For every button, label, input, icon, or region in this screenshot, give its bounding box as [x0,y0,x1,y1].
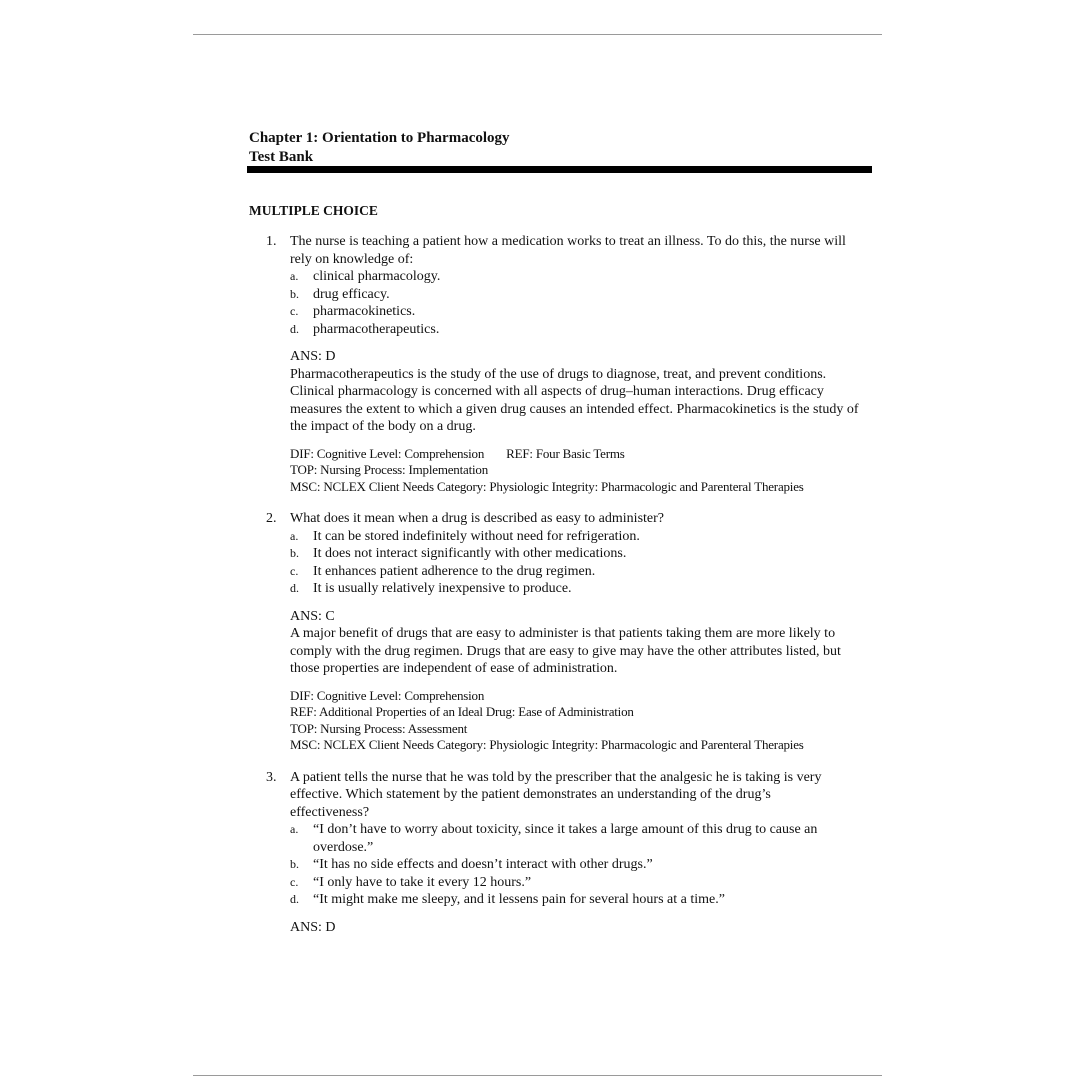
option-text: clinical pharmacology. [313,269,441,284]
option-letter: d. [290,321,299,336]
option-a [290,821,853,856]
option-d [290,580,853,598]
question-number: 2. [266,511,277,526]
meta-ref: REF: Four Basic Terms [506,445,625,461]
option-b [290,545,853,563]
chapter-title: Chapter 1: Orientation to Pharmacology [249,130,510,146]
section-title: MULTIPLE CHOICE [249,203,378,218]
option-text: It enhances patient adherence to the drug regimen. [313,563,596,579]
question-body [290,769,882,937]
option-c [290,874,853,892]
meta-dif: DIF: Cognitive Level: Comprehension [290,687,485,703]
question-number: 3. [266,769,277,785]
answer-key: ANS: C [290,608,335,624]
meta-msc: MSC: NCLEX Client Needs Category: Physiologic Integrity: Pharmacologic and Parenteral Therapies [290,478,804,494]
option-b [290,856,853,874]
answer-key: ANS: D [290,919,336,935]
question-stem: What does it mean when a drug is described as easy to administer? [290,511,664,526]
option-text: It is usually relatively inexpensive to produce. [313,581,572,596]
answer-block [290,348,882,436]
answer-rationale: Pharmacotherapeutics is the study of the use of drugs to diagnose, treat, and prevent conditions. Clinical pharmacology is concerned with all aspects of drug–human interactions. Drug efficacy measures the extent to which a given drug causes an intended effect. Pharmacokinetics is the study of the impact of the body on a drug. [290,366,859,434]
question-1 [262,233,882,495]
meta-msc: MSC: NCLEX Client Needs Category: Physiologic Integrity: Pharmacologic and Parenteral Therapies [290,737,804,752]
meta-top: TOP: Nursing Process: Implementation [290,462,489,477]
answer-key: ANS: D [290,349,336,364]
header-divider-bar [247,166,872,173]
option-letter: b. [290,286,299,301]
meta-top: TOP: Nursing Process: Assessment [290,720,468,736]
answer-rationale: A major benefit of drugs that are easy to administer is that patients taking them are more likely to comply with the drug regimen. Drugs that are easy to give may have the other attributes listed, but those properties are independent of ease of administration. [290,626,841,676]
option-letter: d. [290,581,299,595]
option-letter: c. [290,563,299,578]
question-2 [262,510,882,754]
option-text: It can be stored indefinitely without need for refrigeration. [313,528,640,544]
page-top-rule [193,34,882,35]
answer-block [290,919,882,937]
option-letter: b. [290,546,299,560]
option-text: pharmacokinetics. [313,304,416,319]
option-text: “It has no side effects and doesn’t interact with other drugs.” [313,857,653,872]
option-letter: c. [290,304,299,318]
chapter-header [249,129,872,167]
option-b [290,286,853,304]
option-d [290,891,853,909]
question-stem: The nurse is teaching a patient how a medication works to treat an illness. To do this, the nurse will rely on knowledge of: [290,234,846,267]
question-body [290,233,882,495]
question-stem: A patient tells the nurse that he was told by the prescriber that the analgesic he is taking is very effective. Which statement by the patient demonstrates an understanding of the drug’s effectiveness? [290,769,822,820]
option-list [290,528,882,598]
option-a [290,528,853,546]
question-3 [262,769,882,937]
option-a [290,268,853,286]
option-list [290,821,882,909]
option-text: It does not interact significantly with other medications. [313,546,627,561]
option-letter: a. [290,822,299,836]
option-text: “It might make me sleepy, and it lessens pain for several hours at a time.” [313,892,725,907]
option-letter: d. [290,892,299,906]
question-number: 1. [266,234,277,249]
option-letter: a. [290,528,299,543]
option-text: drug efficacy. [313,286,390,302]
meta-ref: REF: Additional Properties of an Ideal Drug: Ease of Administration [290,704,634,719]
question-list [262,233,882,936]
question-body [290,510,882,754]
option-text: pharmacotherapeutics. [313,321,440,337]
chapter-subtitle: Test Bank [249,149,314,165]
option-c [290,303,853,321]
answer-block [290,608,882,678]
question-metadata [290,688,882,754]
option-letter: a. [290,269,299,283]
option-letter: c. [290,874,299,889]
question-metadata [290,446,882,496]
meta-line-dif-ref [290,446,882,463]
option-c [290,563,853,581]
option-text: “I only have to take it every 12 hours.” [313,874,532,890]
option-d [290,321,853,339]
page-bottom-rule [193,1075,882,1076]
meta-dif: DIF: Cognitive Level: Comprehension [290,445,485,461]
option-text: “I don’t have to worry about toxicity, since it takes a large amount of this drug to cause an overdose.” [313,822,818,855]
option-list [290,268,882,338]
option-letter: b. [290,857,299,871]
